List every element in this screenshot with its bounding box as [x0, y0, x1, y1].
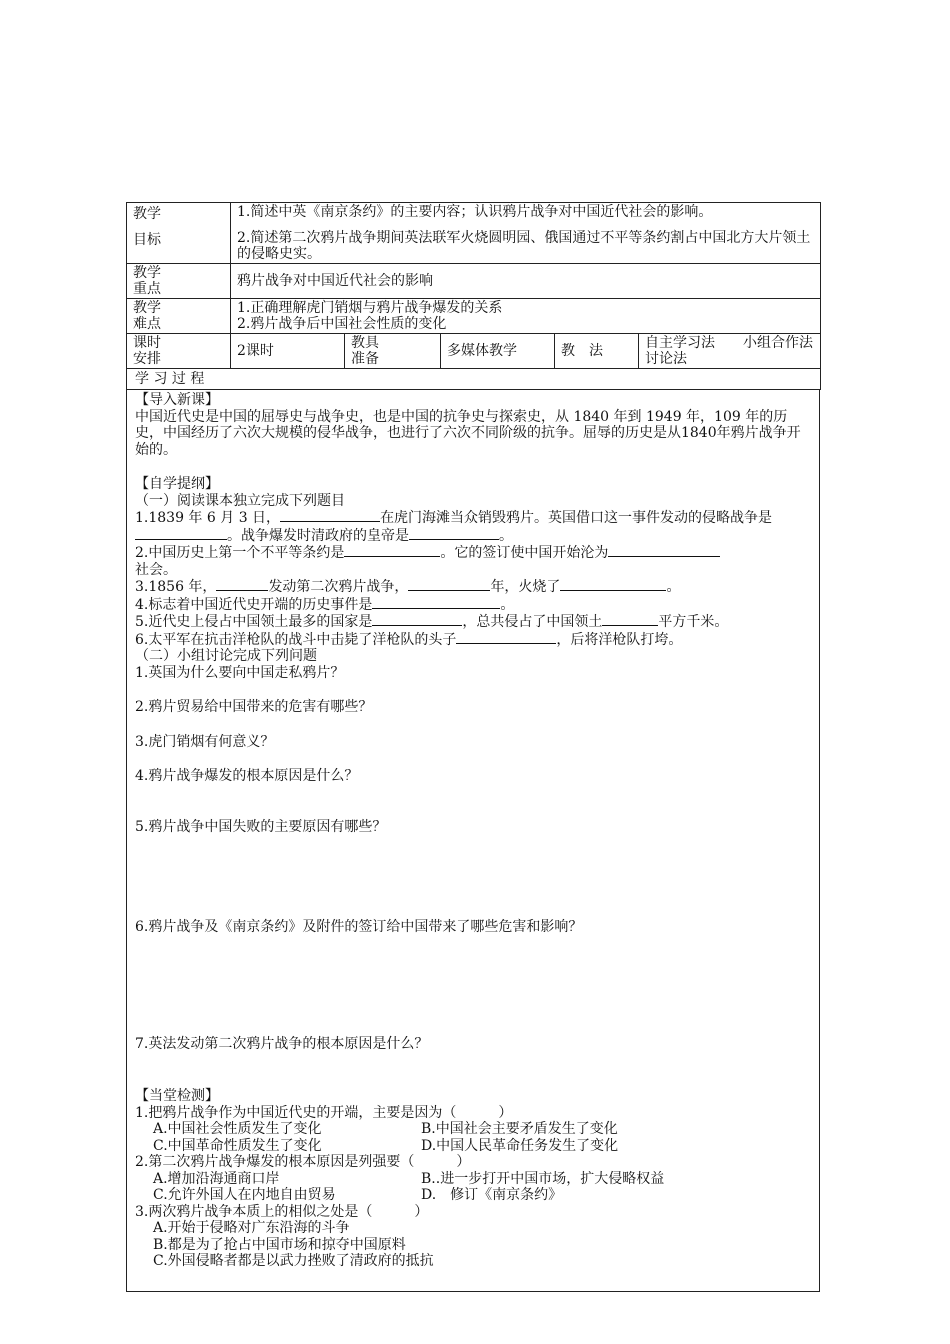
blank[interactable] — [602, 613, 658, 626]
option-b[interactable]: B.都是为了抢占中国市场和掠夺中国原料 — [153, 1236, 406, 1253]
fill-question-3: 3.1856 年， 发动第二次鸦片战争， 年，火烧了 。 — [135, 579, 681, 595]
option-a[interactable]: A.中国社会性质发生了变化 — [153, 1121, 322, 1137]
part2-title: （二）小组讨论完成下列问题 — [135, 648, 317, 664]
blank[interactable] — [135, 527, 227, 540]
option-a[interactable]: A.开始于侵略对广东沿海的斗争 — [153, 1220, 350, 1236]
method-label: 教 法 — [555, 334, 639, 369]
fill-question-6: 6.太平军在抗击洋枪队的战斗中击毙了洋枪队的头子 ，后将洋枪队打垮。 — [135, 631, 683, 648]
discussion-question-5: 5.鸦片战争中国失败的主要原因有哪些？ — [135, 818, 387, 835]
blank[interactable] — [408, 578, 490, 591]
schedule-row — [127, 334, 821, 369]
option-d[interactable]: D.中国人民革命任务发生了变化 — [421, 1137, 619, 1154]
learning-process-body — [126, 390, 820, 1292]
blank[interactable] — [280, 509, 380, 522]
option-b[interactable]: B.中国社会主要矛盾发生了变化 — [421, 1121, 618, 1137]
difficulty-content: 1.正确理解虎门销烟与鸦片战争爆发的关系 2.鸦片战争后中国社会性质的变化 — [231, 299, 821, 334]
part1-title: （一）阅读课本独立完成下列题目 — [135, 492, 345, 509]
process-row — [127, 369, 821, 390]
self-study-heading: 【自学提纲】 — [135, 476, 219, 492]
discussion-question-3: 3.虎门销烟有何意义？ — [135, 733, 275, 750]
difficulty-label: 教学 难点 — [127, 299, 231, 334]
quiz-heading: 【当堂检测】 — [135, 1088, 219, 1104]
blank[interactable] — [409, 527, 499, 540]
schedule-label: 课时 安排 — [127, 334, 231, 369]
quiz-question-2: 2.第二次鸦片战争爆发的根本原因是列强要（ ） — [135, 1154, 471, 1170]
method-value: 自主学习法 小组合作法 讨论法 — [639, 334, 821, 369]
option-c[interactable]: C.外国侵略者都是以武力挫败了清政府的抵抗 — [153, 1253, 434, 1269]
option-c[interactable]: C.允许外国人在内地自由贸易 — [153, 1187, 336, 1203]
intro-heading: 【导入新课】 — [135, 392, 219, 408]
option-b[interactable]: B..进一步打开中国市场，扩大侵略权益 — [421, 1170, 665, 1187]
quiz-options-row — [135, 1187, 813, 1204]
option-a[interactable]: A.增加沿海通商口岸 — [153, 1170, 280, 1187]
quiz-question-1: 1.把鸦片战争作为中国近代史的开端，主要是因为（ ） — [135, 1104, 513, 1121]
fill-question-2: 2.中国历史上第一个不平等条约是 。它的签订使中国开始沦为 社会。 — [135, 544, 813, 578]
intro-text: 中国近代史是中国的屈辱史与战争史，也是中国的抗争史与探索史，从 1840 年到 1949 年，109 年的历史，中国经历了六次大规模的侵华战争，也进行了六次不同阶级的抗争。屈辱的历史是从1840年鸦片战争开始的。 — [135, 408, 801, 458]
difficulty-row — [127, 299, 821, 334]
option-d[interactable]: D. 修订《南京条约》 — [421, 1187, 563, 1203]
tools-label: 教具 准备 — [345, 334, 441, 369]
blank[interactable] — [372, 613, 462, 626]
goal-row — [127, 203, 821, 264]
goal-content: 1.简述中英《南京条约》的主要内容；认识鸦片战争对中国近代社会的影响。 2.简述第二次鸦片战争期间英法联军火烧圆明园、俄国通过不平等条约割占中国北方大片领土的侵略史实。 — [231, 203, 821, 264]
option-c[interactable]: C.中国革命性质发生了变化 — [153, 1137, 322, 1154]
discussion-question-7: 7.英法发动第二次鸦片战争的根本原因是什么？ — [135, 1035, 429, 1052]
blank[interactable] — [560, 578, 666, 591]
blank[interactable] — [344, 544, 440, 557]
fill-question-1: 1.1839 年 6 月 3 日， 在虎门海滩当众销毁鸦片。英国借口这一事件发动的侵略战争是。战争爆发时清政府的皇帝是 。 — [135, 510, 773, 544]
goal-label: 教学 目标 — [127, 203, 231, 264]
tools-value: 多媒体教学 — [441, 334, 555, 369]
quiz-options-row — [135, 1171, 813, 1188]
process-label: 学 习 过 程 — [127, 369, 821, 390]
focus-label: 教学 重点 — [127, 264, 231, 299]
blank[interactable] — [372, 596, 500, 609]
quiz-options-row — [135, 1138, 813, 1155]
discussion-question-2: 2.鸦片贸易给中国带来的危害有哪些？ — [135, 699, 373, 715]
focus-row — [127, 264, 821, 299]
lesson-plan-sheet — [126, 202, 841, 1292]
quiz-question-3: 3.两次鸦片战争本质上的相似之处是（ ） — [135, 1203, 429, 1220]
discussion-question-1: 1.英国为什么要向中国走私鸦片？ — [135, 664, 345, 681]
blank[interactable] — [216, 578, 268, 591]
schedule-value: 2课时 — [231, 334, 345, 369]
blank[interactable] — [456, 631, 556, 644]
blank[interactable] — [608, 544, 720, 557]
lesson-meta-table — [126, 202, 841, 390]
quiz-options-row — [135, 1121, 813, 1138]
discussion-question-6: 6.鸦片战争及《南京条约》及附件的签订给中国带来了哪些危害和影响？ — [135, 919, 583, 935]
fill-question-5: 5.近代史上侵占中国领土最多的国家是 ，总共侵占了中国领土 平方千米。 — [135, 614, 729, 630]
focus-content: 鸦片战争对中国近代社会的影响 — [231, 264, 821, 299]
fill-question-4: 4.标志着中国近代史开端的历史事件是 。 — [135, 596, 515, 613]
discussion-question-4: 4.鸦片战争爆发的根本原因是什么？ — [135, 768, 359, 784]
